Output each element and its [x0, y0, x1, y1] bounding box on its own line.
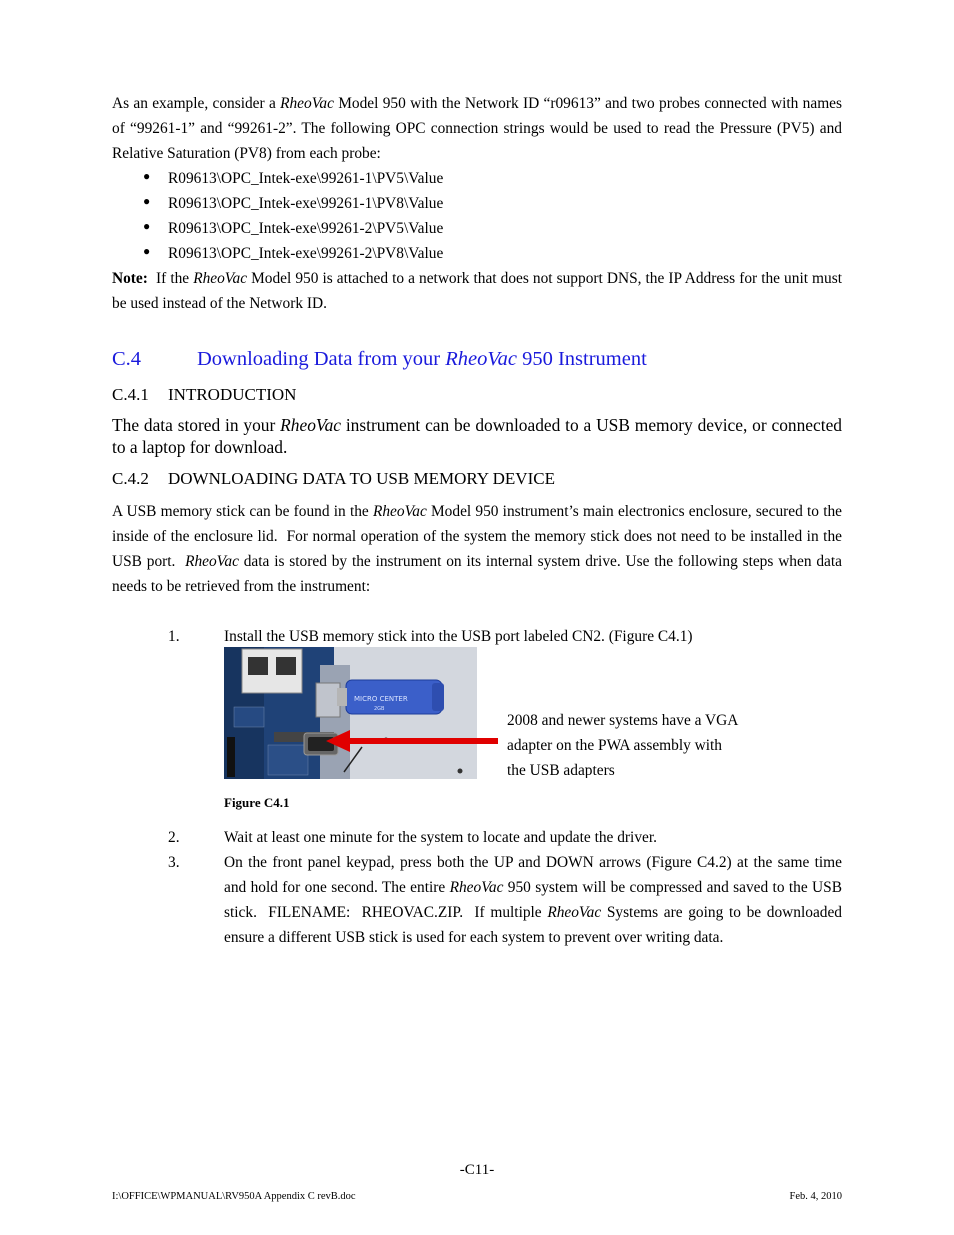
list-item: ● R09613\OPC_Intek-exe\99261-1\PV8\Value	[143, 194, 444, 212]
step-3-number: 3.	[168, 854, 180, 871]
list-item: ● R09613\OPC_Intek-exe\99261-1\PV5\Value	[143, 169, 444, 187]
note-paragraph: Note: If the RheoVac Model 950 is attached to a network that does not support DNS, the IP Address for the unit must be used instead of the Network ID.	[112, 270, 842, 312]
usb-paragraph: A USB memory stick can be found in the RheoVac Model 950 instrument’s main electronics enclosure, secured to the inside of the enclosure lid. For normal operation of the system the memory stick does not need to be installed in the USB port. RheoVac data is stored by the instrument on its internal system drive. Use the following steps when data needs to be retrieved from the instrument:	[112, 503, 846, 595]
subsection-heading-introduction: C.4.1 INTRODUCTION	[112, 385, 297, 404]
figure-caption-line-2: adapter on the PWA assembly with	[507, 737, 723, 754]
step-1-text: Install the USB memory stick into the USB port labeled CN2. (Figure C4.1)	[224, 628, 693, 645]
footer-file-path: I:\OFFICE\WPMANUAL\RV950A Appendix C revB.doc	[112, 1191, 356, 1202]
subsection-heading-usb: C.4.2 DOWNLOADING DATA TO USB MEMORY DEVICE	[112, 469, 555, 488]
intro-paragraph: As an example, consider a RheoVac Model 950 with the Network ID “r09613” and two probes connected with names of “99261-1” and “99261-2”. The following OPC connection strings would be used to read the Pressure (PV5) and Relative Saturation (PV8) from each probe:	[112, 95, 842, 162]
figure-photo	[224, 647, 477, 779]
bullet-icon: ●	[143, 219, 151, 233]
page-number: -C11-	[459, 1162, 495, 1178]
circuit-board-image	[224, 647, 477, 779]
usb-stick-capacity: 2GB	[374, 706, 385, 712]
bullet-icon: ●	[143, 244, 151, 258]
bullet-icon: ●	[143, 169, 151, 183]
figure-label: Figure C4.1	[224, 795, 290, 810]
footer-date: Feb. 4, 2010	[789, 1191, 842, 1202]
list-item: ● R09613\OPC_Intek-exe\99261-2\PV5\Value	[143, 219, 444, 237]
figure-caption-line-1: 2008 and newer systems have a VGA	[507, 712, 739, 729]
step-3-text: On the front panel keypad, press both the UP and DOWN arrows (Figure C4.2) at the same time and hold for one second. The entire RheoVac 950 system will be compressed and saved to the USB stick. FILENAME: RHEOVAC.ZIP. If multiple RheoVac Systems are going to be downloaded ensure a different USB stick is used for each system to prevent over writing data.	[224, 854, 846, 946]
section-heading: C.4 Downloading Data from your RheoVac 950 Instrument	[112, 348, 647, 370]
bullet-list	[0, 166, 954, 266]
step-1-number: 1.	[168, 628, 180, 645]
bullet-icon: ●	[143, 194, 151, 208]
step-2-number: 2.	[168, 829, 180, 846]
introduction-paragraph: The data stored in your RheoVac instrument can be downloaded to a USB memory device, or connected to a laptop for download.	[112, 415, 842, 457]
step-2-text: Wait at least one minute for the system to locate and update the driver.	[224, 829, 657, 846]
figure-caption-line-3: the USB adapters	[507, 762, 615, 778]
red-arrow-icon	[326, 728, 498, 754]
usb-stick-label: MICRO CENTER	[354, 695, 408, 703]
list-item: ● R09613\OPC_Intek-exe\99261-2\PV8\Value	[143, 244, 444, 262]
arrow-indicator	[326, 728, 498, 754]
